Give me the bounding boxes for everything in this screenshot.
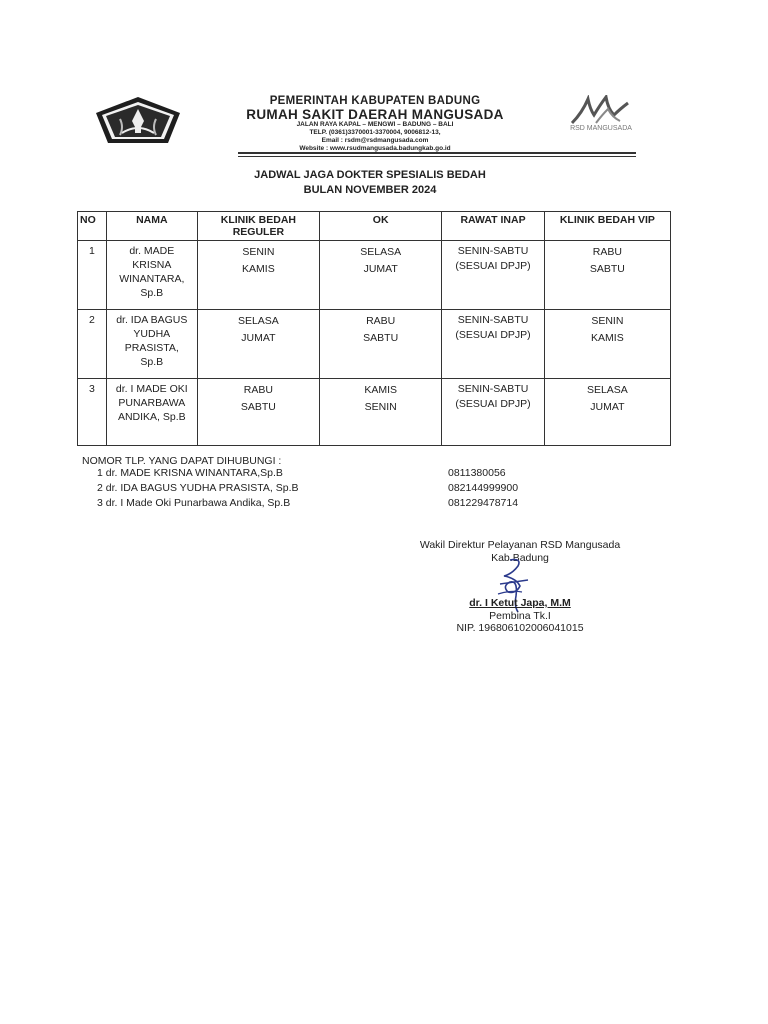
document-title: JADWAL JAGA DOKTER SPESIALIS BEDAH xyxy=(254,169,486,181)
cell-ok: SELASA JUMAT xyxy=(320,241,442,310)
letterhead-email: Email : rsdm@rsdmangusada.com xyxy=(321,137,429,144)
contact-name: 1 dr. MADE KRISNA WINANTARA,Sp.B xyxy=(97,467,283,479)
cell-vip: SELASA JUMAT xyxy=(544,379,670,446)
signatory-name: dr. I Ketut Japa, M.M xyxy=(469,597,571,609)
cell-no: 1 xyxy=(78,241,107,310)
contact-phone: 082144999900 xyxy=(448,482,519,494)
schedule-table xyxy=(77,211,671,446)
letterhead-address: JALAN RAYA KAPAL – MENGWI – BADUNG – BALI xyxy=(296,121,454,128)
header-klinik-vip: KLINIK BEDAH VIP xyxy=(544,212,670,241)
table-row xyxy=(78,241,671,310)
signatory-position: Wakil Direktur Pelayanan RSD Mangusada xyxy=(419,539,621,551)
table-row xyxy=(78,379,671,446)
cell-rawat-inap: SENIN-SABTU (SESUAI DPJP) xyxy=(442,310,544,379)
cell-ok: RABU SABTU xyxy=(320,310,442,379)
rsd-mangusada-logo xyxy=(568,95,638,125)
header-rawat-inap: RAWAT INAP xyxy=(442,212,544,241)
table-header-row xyxy=(78,212,671,241)
badung-regency-emblem xyxy=(94,95,182,145)
letterhead-contact-block xyxy=(225,121,525,153)
document-subtitle: BULAN NOVEMBER 2024 xyxy=(303,184,437,196)
letterhead-phone: TELP. (0361)3370001-3370004, 9006812-13, xyxy=(309,129,441,136)
signatory-rank: Pembina Tk.I xyxy=(489,610,551,622)
header-no: NO xyxy=(78,212,107,241)
header-ok: OK xyxy=(320,212,442,241)
contact-name: 3 dr. I Made Oki Punarbawa Andika, Sp.B xyxy=(97,497,291,509)
letterhead-rule-thin xyxy=(238,156,636,157)
cell-rawat-inap: SENIN-SABTU (SESUAI DPJP) xyxy=(442,241,544,310)
cell-nama: dr. MADE KRISNA WINANTARA, Sp.B xyxy=(106,241,197,310)
signatory-location: Kab.Badung xyxy=(491,552,549,564)
contact-name: 2 dr. IDA BAGUS YUDHA PRASISTA, Sp.B xyxy=(97,482,299,494)
letterhead-website: Website : www.rsudmangusada.badungkab.go.id xyxy=(299,145,451,152)
header-nama: NAMA xyxy=(106,212,197,241)
cell-reguler: RABU SABTU xyxy=(197,379,319,446)
contact-phone: 081229478714 xyxy=(448,497,519,509)
cell-rawat-inap: SENIN-SABTU (SESUAI DPJP) xyxy=(442,379,544,446)
signatory-nip: NIP. 196806102006041015 xyxy=(456,622,584,634)
cell-vip: RABU SABTU xyxy=(544,241,670,310)
letterhead-hospital-name: RUMAH SAKIT DAERAH MANGUSADA xyxy=(246,107,504,122)
header-klinik-reguler: KLINIK BEDAH REGULER xyxy=(197,212,319,241)
contact-phone: 0811380056 xyxy=(448,467,506,479)
cell-ok: KAMIS SENIN xyxy=(320,379,442,446)
cell-nama: dr. IDA BAGUS YUDHA PRASISTA, Sp.B xyxy=(106,310,197,379)
cell-vip: SENIN KAMIS xyxy=(544,310,670,379)
cell-no: 3 xyxy=(78,379,107,446)
cell-no: 2 xyxy=(78,310,107,379)
cell-reguler: SENIN KAMIS xyxy=(197,241,319,310)
rsd-mangusada-logo-label: RSD MANGUSADA xyxy=(570,125,632,132)
cell-nama: dr. I MADE OKI PUNARBAWA ANDIKA, Sp.B xyxy=(106,379,197,446)
contacts-heading: NOMOR TLP. YANG DAPAT DIHUBUNGI : xyxy=(82,455,282,467)
cell-reguler: SELASA JUMAT xyxy=(197,310,319,379)
table-row xyxy=(78,310,671,379)
letterhead-government: PEMERINTAH KABUPATEN BADUNG xyxy=(269,95,481,107)
letterhead-rule-thick xyxy=(238,152,636,154)
